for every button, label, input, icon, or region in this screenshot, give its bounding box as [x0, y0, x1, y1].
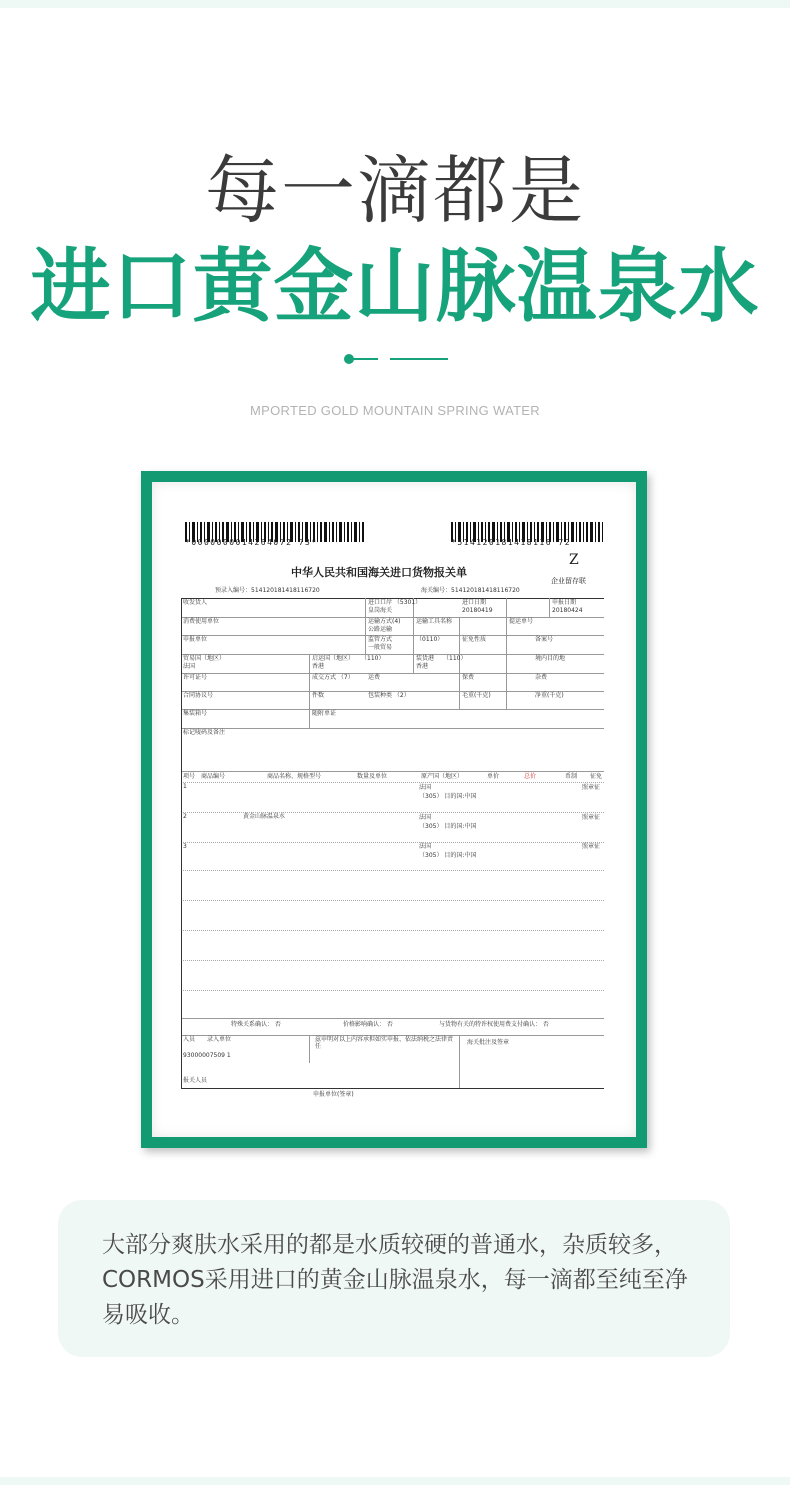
reporter-label: 报关人员: [183, 1077, 208, 1084]
goods-header-total: 总价: [524, 773, 537, 780]
goods-row-3-origin: 法国: [419, 843, 432, 850]
documents-label: 随附单证: [312, 710, 337, 717]
headline-line-1: 每一滴都是: [205, 148, 585, 234]
goods-header-unit-price: 单价: [487, 773, 500, 780]
goods-row-3-exempt: 照章征: [582, 843, 601, 850]
form-vrule: [413, 598, 414, 673]
goods-header-code: 商品编号: [201, 773, 226, 780]
form-rule: [181, 728, 604, 729]
freight-label: 运费: [368, 674, 381, 681]
origin-code: （110）: [361, 655, 385, 662]
transport-value: 公路运输: [368, 626, 393, 633]
declare-date-value: 20180424: [552, 607, 583, 614]
deal-label: 成交方式 （7）: [312, 674, 354, 681]
caption-text: 大部分爽肤水采用的都是水质较硬的普通水，杂质较多，CORMOS采用进口的黄金山脉温泉水，每一滴都至纯至净易吸收。: [102, 1232, 688, 1328]
bill-label: 提运单号: [509, 618, 534, 625]
supervision-value: 一般贸易: [368, 644, 393, 651]
goods-header-origin: 原产国（地区）: [421, 773, 464, 780]
loading-port-label: 装货港: [416, 655, 435, 662]
english-subtitle: MPORTED GOLD MOUNTAIN SPRING WATER: [250, 403, 540, 418]
goods-row-2-name: 黄金山脉温泉水: [243, 813, 286, 820]
special-relation: 特殊关系确认： 否: [231, 1021, 281, 1028]
form-rule: [181, 842, 604, 843]
goods-header-exemption: 征免: [590, 773, 603, 780]
price-influence: 价格影响确认： 否: [343, 1021, 393, 1028]
marks-label: 标记唛码及备注: [183, 729, 226, 736]
destination-label: 境内目的地: [535, 655, 566, 662]
net-weight-label: 净重(千克): [535, 692, 564, 699]
declarer-label: 申报单位: [183, 636, 208, 643]
form-vrule: [309, 1035, 310, 1063]
goods-row-2-origin: 法国: [419, 814, 432, 821]
barcode-number-left: *0000000014264072 73*: [185, 538, 318, 547]
goods-row-3-dest: （305） 目的国:中国: [419, 852, 477, 859]
misc-label: 杂费: [535, 674, 548, 681]
form-vrule: [309, 654, 310, 729]
package-label: 包装种类 （2）: [368, 692, 410, 699]
transport-label: 运输方式(4): [368, 618, 401, 625]
form-rule: [181, 990, 604, 991]
import-port-value: 皇岗海关: [368, 607, 393, 614]
import-date-label: 进口日期: [462, 599, 487, 606]
customs-number: 海关编号：514120181418116720: [421, 587, 520, 594]
form-vrule: [459, 617, 460, 709]
form-vrule: [549, 598, 550, 617]
entry-number: 93000007509 1: [183, 1052, 231, 1059]
vehicle-label: 运输工具名称: [416, 618, 453, 625]
divider-line-long: [390, 358, 448, 360]
goods-row-1-exempt: 照章征: [582, 784, 601, 791]
form-vrule: [365, 598, 366, 654]
form-rule: [181, 771, 604, 772]
form-rule: [181, 1088, 604, 1089]
goods-header-no: 项号: [183, 773, 196, 780]
royalty-confirm: 与货物有关的特许权使用费支付确认： 否: [439, 1021, 549, 1028]
divider-ornament: [344, 352, 448, 366]
bottom-band: [0, 1477, 790, 1485]
goods-row-1-origin: 法国: [419, 784, 432, 791]
declare-unit-label: 申报单位(签章): [313, 1091, 354, 1098]
license-label: 许可证号: [183, 674, 208, 681]
caption-card: [58, 1200, 730, 1357]
supervision-code: （0110）: [416, 636, 444, 643]
loading-port-code: （110）: [443, 655, 467, 662]
barcode-number-right: *514120181418116 72: [451, 538, 572, 547]
trade-country-label: 贸易国（地区）: [183, 655, 226, 662]
consignee-label: 收发货人: [183, 599, 208, 606]
container-label: 集装箱号: [183, 710, 208, 717]
prereg-number: 预录入编号：514120181418116720: [215, 587, 320, 594]
contract-label: 合同协议号: [183, 692, 214, 699]
headline-line-2: 进口黄金山脉温泉水: [30, 240, 760, 333]
goods-row-2-no: 2: [183, 813, 187, 820]
declare-date-label: 申报日期: [552, 599, 577, 606]
pieces-label: 件数: [312, 692, 325, 699]
gross-weight-label: 毛重(千克): [462, 692, 491, 699]
origin-value: 香港: [312, 663, 325, 670]
import-port-label: 进口口岸 （5301）: [368, 599, 422, 606]
goods-row-1-dest: （305） 目的国:中国: [419, 793, 477, 800]
top-band: [0, 0, 790, 8]
tax-label: 征免性质: [462, 636, 487, 643]
divider-line-short: [352, 358, 378, 360]
goods-row-1-no: 1: [183, 783, 187, 790]
form-vrule: [506, 598, 507, 709]
form-rule: [181, 960, 604, 961]
loading-port-value: 香港: [416, 663, 429, 670]
form-rule: [181, 870, 604, 871]
form-rule: [181, 1018, 604, 1019]
form-rule: [181, 900, 604, 901]
entry-unit-label: 录入单位: [207, 1036, 232, 1043]
insurance-label: 保费: [462, 674, 475, 681]
form-rule: [181, 782, 604, 783]
copy-mark: Z: [569, 552, 579, 568]
origin-label: 启运国（地区）: [312, 655, 355, 662]
form-vrule: [459, 1035, 460, 1088]
record-label: 备案号: [535, 636, 554, 643]
entry-clerk-label: 入员: [183, 1036, 196, 1043]
goods-row-2-exempt: 照章征: [582, 814, 601, 821]
form-rule: [181, 930, 604, 931]
consumer-label: 消费使用单位: [183, 618, 220, 625]
form-rule: [181, 709, 604, 710]
goods-header-qty: 数量及单位: [357, 773, 388, 780]
customs-declaration-form: [181, 512, 604, 1106]
legal-statement: 兹申明对以上内容承担如实申报、依法纳税之法律责任: [315, 1036, 454, 1050]
goods-row-3-no: 3: [183, 843, 187, 850]
goods-header-name: 商品名称、规格型号: [267, 773, 322, 780]
customs-note-label: 海关批注及签章: [467, 1039, 510, 1046]
copy-label: 企业留存联: [551, 577, 586, 585]
form-title: 中华人民共和国海关进口货物报关单: [291, 566, 467, 579]
frame-mat: [152, 482, 636, 1137]
import-date-value: 20180419: [462, 607, 493, 614]
picture-frame: [141, 471, 647, 1148]
form-vrule: [181, 598, 182, 1088]
goods-row-2-dest: （305） 目的国:中国: [419, 823, 477, 830]
trade-country-value: 法国: [183, 663, 196, 670]
goods-header-currency: 币制: [565, 773, 578, 780]
supervision-label: 监管方式: [368, 636, 393, 643]
